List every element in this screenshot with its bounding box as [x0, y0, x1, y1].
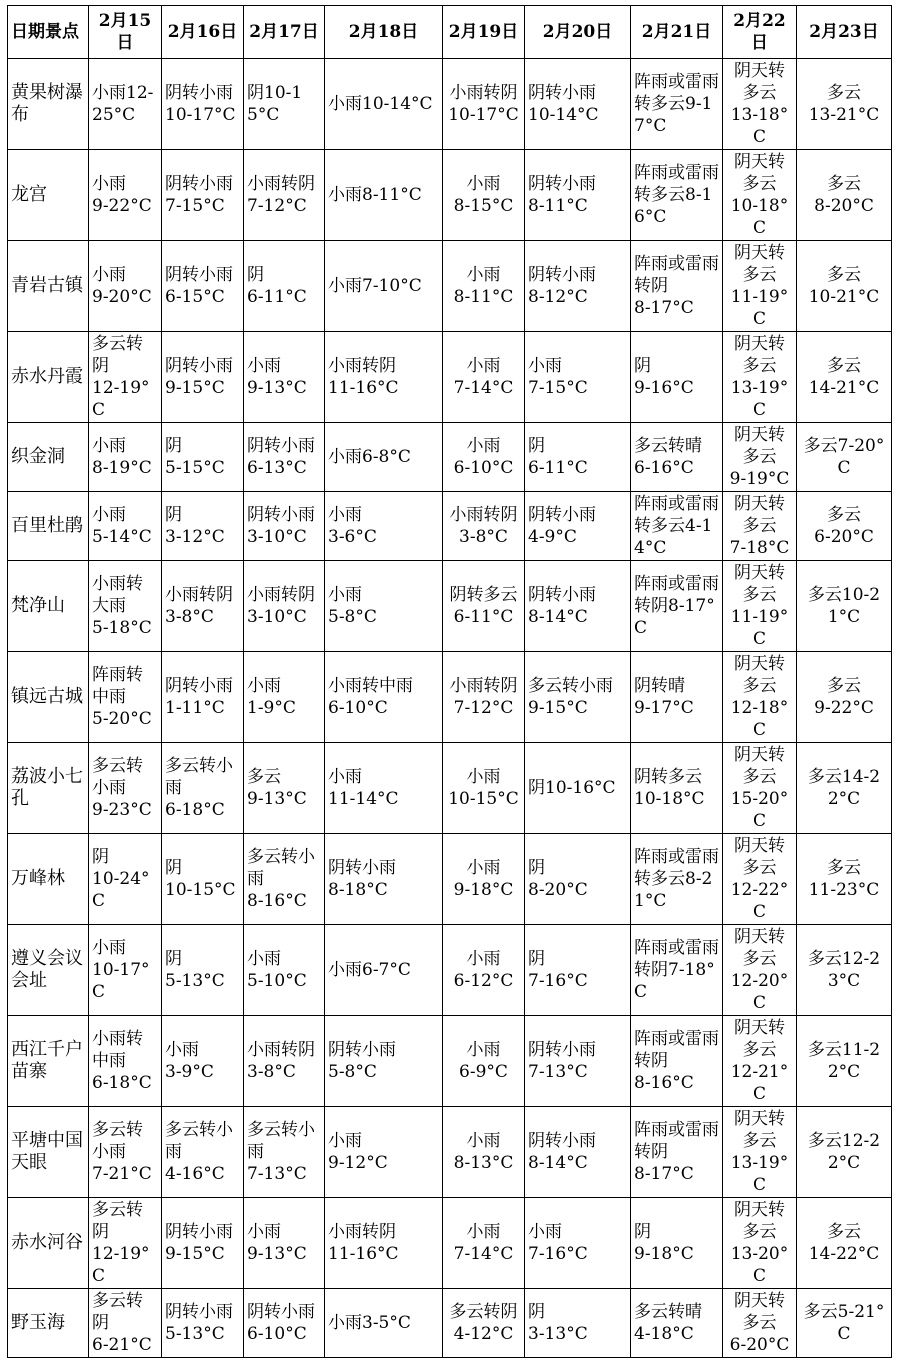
place-name: 万峰林	[8, 834, 89, 925]
forecast-cell: 小雨转阴 3-8°C	[443, 492, 525, 561]
forecast-cell: 阴 3-12°C	[162, 492, 244, 561]
forecast-cell: 多云转小雨 6-18°C	[162, 743, 244, 834]
forecast-cell: 阴转小雨6-13°C	[244, 423, 325, 492]
place-name: 西江千户苗寨	[8, 1016, 89, 1107]
table-row	[8, 150, 892, 241]
forecast-cell: 多云 8-20°C	[797, 150, 892, 241]
table-row	[8, 1289, 892, 1358]
table-row	[8, 59, 892, 150]
forecast-cell: 阴天转多云 6-20°C	[723, 1289, 797, 1358]
forecast-cell: 多云转晴 4-18°C	[631, 1289, 723, 1358]
forecast-cell: 多云转小雨 9-23°C	[89, 743, 162, 834]
weather-table	[7, 5, 892, 1358]
forecast-cell: 阴转小雨 5-8°C	[325, 1016, 443, 1107]
table-row	[8, 241, 892, 332]
forecast-cell: 小雨 6-12°C	[443, 925, 525, 1016]
forecast-cell: 小雨8-11°C	[325, 150, 443, 241]
table-row	[8, 561, 892, 652]
table-row	[8, 492, 892, 561]
forecast-cell: 多云11-22°C	[797, 1016, 892, 1107]
forecast-cell: 小雨 8-11°C	[443, 241, 525, 332]
forecast-cell: 阴转小雨 8-18°C	[325, 834, 443, 925]
forecast-cell: 小雨 9-13°C	[244, 332, 325, 423]
forecast-cell: 小雨转阴 3-10°C	[244, 561, 325, 652]
forecast-cell: 阵雨或雷雨转阴7-18°C	[631, 925, 723, 1016]
forecast-cell: 阵雨或雷雨转多云4-14°C	[631, 492, 723, 561]
forecast-cell: 小雨转阴 11-16°C	[325, 1198, 443, 1289]
table-row	[8, 834, 892, 925]
forecast-cell: 小雨转中雨 6-10°C	[325, 652, 443, 743]
forecast-cell: 阴天转多云 10-18°C	[723, 150, 797, 241]
forecast-cell: 阵雨或雷雨转多云9-17°C	[631, 59, 723, 150]
forecast-cell: 阵雨或雷雨转阴8-17°C	[631, 561, 723, 652]
forecast-cell: 阵雨或雷雨转多云8-16°C	[631, 150, 723, 241]
forecast-cell: 小雨7-10°C	[325, 241, 443, 332]
table-row	[8, 743, 892, 834]
forecast-cell: 阴 10-24°C	[89, 834, 162, 925]
forecast-cell: 小雨 5-14°C	[89, 492, 162, 561]
forecast-cell: 小雨转阴 11-16°C	[325, 332, 443, 423]
forecast-cell: 阴转小雨 8-14°C	[525, 1107, 631, 1198]
forecast-cell: 小雨 9-18°C	[443, 834, 525, 925]
forecast-cell: 阴天转多云 7-18°C	[723, 492, 797, 561]
table-row	[8, 1107, 892, 1198]
forecast-cell: 多云转阴 12-19°C	[89, 332, 162, 423]
place-name: 黄果树瀑布	[8, 59, 89, 150]
forecast-cell: 小雨 3-9°C	[162, 1016, 244, 1107]
forecast-cell: 阴10-16°C	[525, 743, 631, 834]
forecast-cell: 阴转小雨 7-15°C	[162, 150, 244, 241]
forecast-cell: 多云 14-22°C	[797, 1198, 892, 1289]
forecast-cell: 多云14-22°C	[797, 743, 892, 834]
forecast-cell: 阴天转多云 12-18°C	[723, 652, 797, 743]
forecast-cell: 阴转小雨 6-10°C	[244, 1289, 325, 1358]
forecast-cell: 小雨转大雨 5-18°C	[89, 561, 162, 652]
forecast-cell: 阴转小雨10-17°C	[162, 59, 244, 150]
forecast-cell: 阴天转多云 11-19°C	[723, 561, 797, 652]
forecast-cell: 小雨 9-13°C	[244, 1198, 325, 1289]
forecast-cell: 阴 8-20°C	[525, 834, 631, 925]
forecast-cell: 阴转小雨 7-13°C	[525, 1016, 631, 1107]
table-row	[8, 652, 892, 743]
forecast-cell: 小雨 5-8°C	[325, 561, 443, 652]
forecast-cell: 阴 9-16°C	[631, 332, 723, 423]
place-name: 织金洞	[8, 423, 89, 492]
forecast-cell: 阴转小雨 8-14°C	[525, 561, 631, 652]
forecast-cell: 小雨转阴 7-12°C	[244, 150, 325, 241]
forecast-cell: 小雨转阴 7-12°C	[443, 652, 525, 743]
table-row	[8, 925, 892, 1016]
forecast-cell: 多云转阴 4-12°C	[443, 1289, 525, 1358]
header-row	[8, 6, 892, 59]
header-date: 2月22日	[723, 6, 797, 59]
forecast-cell: 阴天转多云 11-19°C	[723, 241, 797, 332]
forecast-cell: 多云10-21°C	[797, 561, 892, 652]
forecast-cell: 阴转多云6-11°C	[443, 561, 525, 652]
forecast-cell: 小雨转中雨 6-18°C	[89, 1016, 162, 1107]
forecast-cell: 阵雨或雷雨转阴 8-16°C	[631, 1016, 723, 1107]
forecast-cell: 多云转小雨 4-16°C	[162, 1107, 244, 1198]
forecast-cell: 阵雨或雷雨转多云8-21°C	[631, 834, 723, 925]
forecast-cell: 小雨 9-20°C	[89, 241, 162, 332]
forecast-cell: 多云转小雨 7-21°C	[89, 1107, 162, 1198]
header-date: 2月23日	[797, 6, 892, 59]
forecast-cell: 阴转小雨 9-15°C	[162, 1198, 244, 1289]
forecast-cell: 小雨3-5°C	[325, 1289, 443, 1358]
place-name: 赤水河谷	[8, 1198, 89, 1289]
forecast-cell: 多云 9-22°C	[797, 652, 892, 743]
header-place-date: 日期景点	[8, 6, 89, 59]
forecast-cell: 阴天转多云 12-20°C	[723, 925, 797, 1016]
forecast-cell: 多云 11-23°C	[797, 834, 892, 925]
forecast-cell: 多云转晴 6-16°C	[631, 423, 723, 492]
forecast-cell: 阴 6-11°C	[525, 423, 631, 492]
forecast-cell: 多云转阴 6-21°C	[89, 1289, 162, 1358]
forecast-cell: 阴 3-13°C	[525, 1289, 631, 1358]
forecast-cell: 多云 10-21°C	[797, 241, 892, 332]
forecast-cell: 阴 6-11°C	[244, 241, 325, 332]
forecast-cell: 阴转小雨 5-13°C	[162, 1289, 244, 1358]
table-row	[8, 1016, 892, 1107]
forecast-cell: 阵雨转中雨 5-20°C	[89, 652, 162, 743]
forecast-cell: 阴天转多云 13-19°C	[723, 332, 797, 423]
forecast-cell: 小雨 3-6°C	[325, 492, 443, 561]
forecast-cell: 小雨 9-12°C	[325, 1107, 443, 1198]
forecast-cell: 小雨 8-15°C	[443, 150, 525, 241]
forecast-cell: 多云12-23°C	[797, 925, 892, 1016]
forecast-cell: 多云5-21°C	[797, 1289, 892, 1358]
forecast-cell: 多云 6-20°C	[797, 492, 892, 561]
forecast-cell: 阴天转多云 12-22°C	[723, 834, 797, 925]
place-name: 赤水丹霞	[8, 332, 89, 423]
forecast-cell: 阴天转多云 13-18°C	[723, 59, 797, 150]
forecast-cell: 阴天转多云 13-20°C	[723, 1198, 797, 1289]
forecast-cell: 阴 5-13°C	[162, 925, 244, 1016]
forecast-cell: 阴转小雨 9-15°C	[162, 332, 244, 423]
forecast-cell: 小雨 10-15°C	[443, 743, 525, 834]
forecast-cell: 小雨 5-10°C	[244, 925, 325, 1016]
forecast-cell: 阴 5-15°C	[162, 423, 244, 492]
table-row	[8, 1198, 892, 1289]
forecast-cell: 小雨10-14°C	[325, 59, 443, 150]
forecast-cell: 阵雨或雷雨转阴 8-17°C	[631, 1107, 723, 1198]
forecast-cell: 小雨 11-14°C	[325, 743, 443, 834]
forecast-cell: 小雨 7-14°C	[443, 1198, 525, 1289]
forecast-cell: 小雨 8-13°C	[443, 1107, 525, 1198]
forecast-cell: 多云转小雨 8-16°C	[244, 834, 325, 925]
forecast-cell: 小雨 7-14°C	[443, 332, 525, 423]
place-name: 荔波小七孔	[8, 743, 89, 834]
forecast-cell: 小雨 9-22°C	[89, 150, 162, 241]
header-date: 2月17日	[244, 6, 325, 59]
forecast-cell: 小雨 7-16°C	[525, 1198, 631, 1289]
forecast-cell: 小雨转阴3-8°C	[162, 561, 244, 652]
forecast-cell: 多云转小雨 9-15°C	[525, 652, 631, 743]
forecast-cell: 阴转小雨 8-12°C	[525, 241, 631, 332]
forecast-cell: 小雨 10-17°C	[89, 925, 162, 1016]
forecast-cell: 小雨 6-10°C	[443, 423, 525, 492]
header-date: 2月16日	[162, 6, 244, 59]
header-date: 2月15日	[89, 6, 162, 59]
forecast-cell: 阴转小雨 8-11°C	[525, 150, 631, 241]
forecast-cell: 阴 10-15°C	[162, 834, 244, 925]
header-date: 2月18日	[325, 6, 443, 59]
forecast-cell: 阵雨或雷雨转阴 8-17°C	[631, 241, 723, 332]
forecast-cell: 小雨 6-9°C	[443, 1016, 525, 1107]
header-date: 2月21日	[631, 6, 723, 59]
forecast-cell: 多云 9-13°C	[244, 743, 325, 834]
forecast-cell: 多云 14-21°C	[797, 332, 892, 423]
forecast-cell: 多云转阴 12-19°C	[89, 1198, 162, 1289]
forecast-cell: 阴10-15°C	[244, 59, 325, 150]
forecast-cell: 阴天转多云 9-19°C	[723, 423, 797, 492]
place-name: 遵义会议会址	[8, 925, 89, 1016]
header-date: 2月20日	[525, 6, 631, 59]
forecast-cell: 小雨 1-9°C	[244, 652, 325, 743]
forecast-cell: 阴转小雨 6-15°C	[162, 241, 244, 332]
place-name: 镇远古城	[8, 652, 89, 743]
place-name: 野玉海	[8, 1289, 89, 1358]
forecast-cell: 阴天转多云 15-20°C	[723, 743, 797, 834]
forecast-cell: 阴转晴 9-17°C	[631, 652, 723, 743]
forecast-cell: 小雨 7-15°C	[525, 332, 631, 423]
forecast-cell: 多云转小雨 7-13°C	[244, 1107, 325, 1198]
forecast-cell: 阴天转多云 13-19°C	[723, 1107, 797, 1198]
forecast-cell: 阴转小雨 4-9°C	[525, 492, 631, 561]
forecast-cell: 多云7-20°C	[797, 423, 892, 492]
forecast-cell: 阴天转多云 12-21°C	[723, 1016, 797, 1107]
forecast-cell: 小雨6-8°C	[325, 423, 443, 492]
place-name: 梵净山	[8, 561, 89, 652]
forecast-cell: 多云12-22°C	[797, 1107, 892, 1198]
forecast-cell: 小雨12-25°C	[89, 59, 162, 150]
place-name: 平塘中国天眼	[8, 1107, 89, 1198]
forecast-cell: 小雨6-7°C	[325, 925, 443, 1016]
forecast-cell: 阴转小雨1-11°C	[162, 652, 244, 743]
forecast-cell: 小雨转阴 10-17°C	[443, 59, 525, 150]
table-row	[8, 423, 892, 492]
forecast-cell: 阴转小雨 3-10°C	[244, 492, 325, 561]
forecast-cell: 多云 13-21°C	[797, 59, 892, 150]
place-name: 龙宫	[8, 150, 89, 241]
place-name: 青岩古镇	[8, 241, 89, 332]
place-name: 百里杜鹃	[8, 492, 89, 561]
forecast-cell: 阴 9-18°C	[631, 1198, 723, 1289]
forecast-cell: 阴转多云 10-18°C	[631, 743, 723, 834]
table-row	[8, 332, 892, 423]
forecast-cell: 小雨 8-19°C	[89, 423, 162, 492]
forecast-cell: 小雨转阴3-8°C	[244, 1016, 325, 1107]
forecast-cell: 阴 7-16°C	[525, 925, 631, 1016]
forecast-cell: 阴转小雨 10-14°C	[525, 59, 631, 150]
header-date: 2月19日	[443, 6, 525, 59]
